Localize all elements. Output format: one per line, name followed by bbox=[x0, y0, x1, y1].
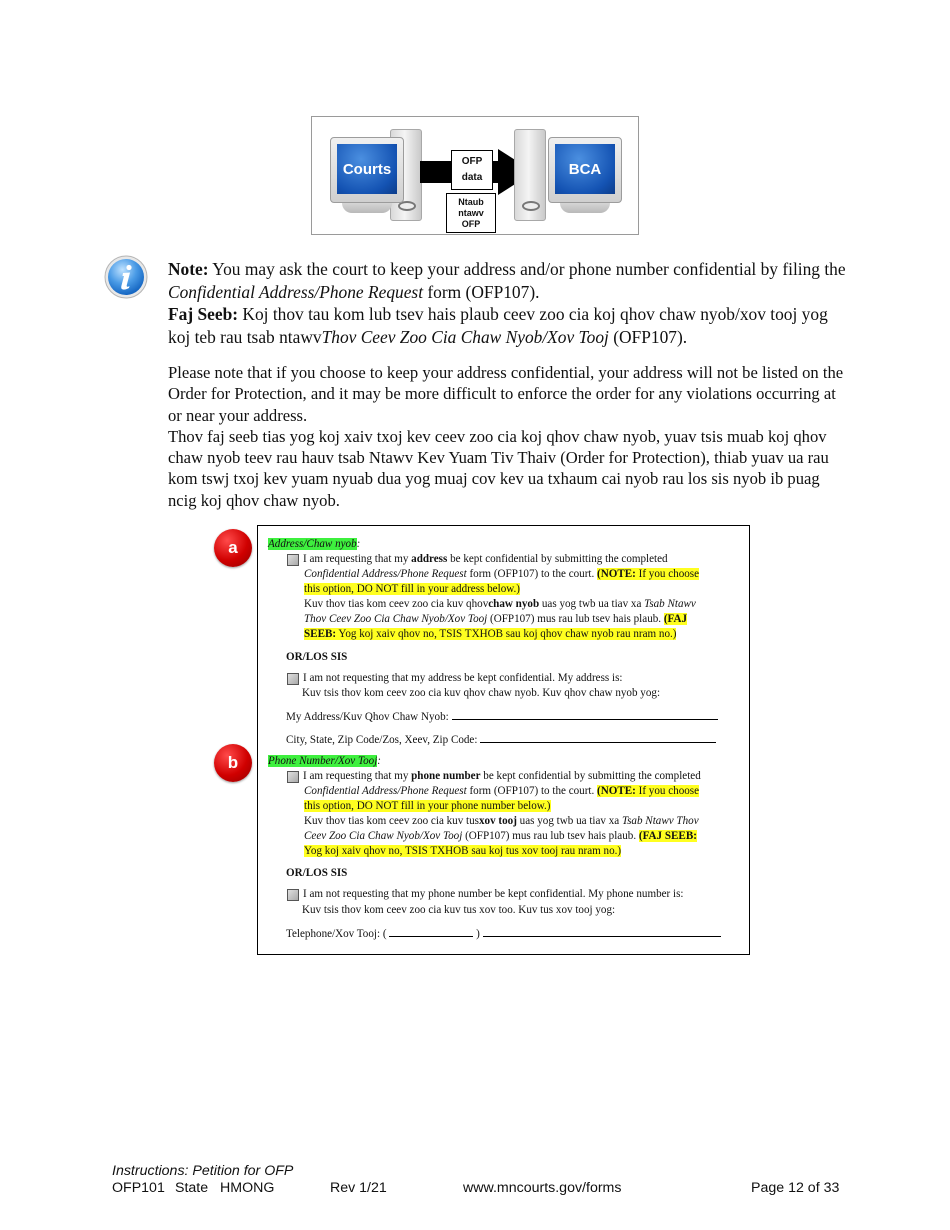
courts-to-bca-diagram bbox=[311, 116, 639, 235]
footer-website-link[interactable]: www.mncourts.gov/forms bbox=[463, 1180, 622, 1196]
faj-seeb-text-1: Koj thov tau kom lub tsev hais plaub ceev zoo cia koj qhov chaw nyob/xov tooj yog koj teb rau tsab ntawv bbox=[168, 304, 828, 347]
phone-opt1-l5b: (OFP107) mus rau lub tsev hais plaub. bbox=[462, 830, 639, 842]
phone-opt1-l3: this option, DO NOT fill in your phone number below.) bbox=[304, 800, 551, 812]
phone-opt1-line-1 bbox=[303, 769, 701, 784]
phone-heading-text: Phone Number/Xov Tooj bbox=[268, 755, 378, 767]
right-monitor-stand bbox=[560, 203, 610, 213]
phone-opt1-l5a: Ceev Zoo Cia Chaw Nyob/Xov Tooj bbox=[304, 830, 463, 842]
phone-confidential-checkbox[interactable] bbox=[287, 771, 299, 783]
warning-hmong: Thov faj seeb tias yog koj xaiv txoj kev ceev zoo cia koj qhov chaw nyob, yuav tsis muab koj qhov chaw nyob teev rau hauv tsab Ntawv Kev Yuam Tiv Thaiv (Order for Protection), thiab yuav ua rau kom tswj txoj kev yuam nyuab dua yog muaj cov kev ua txhaum cai nyob rau los sis nyob ib puag ncig koj qhov chaw nyob. bbox=[168, 426, 829, 510]
phone-opt1-l2d: If you choose bbox=[635, 785, 700, 797]
ntaub-line-3: OFP bbox=[461, 219, 481, 229]
addr-opt1-l2a: Confidential Address/Phone Request bbox=[304, 568, 467, 580]
phone-heading bbox=[268, 754, 381, 769]
phone-not-confidential-checkbox[interactable] bbox=[287, 889, 299, 901]
phone-opt1-line-6 bbox=[304, 844, 621, 859]
right-monitor bbox=[548, 137, 622, 203]
address-field-label: My Address/Kuv Qhov Chaw Nyob: bbox=[286, 711, 449, 723]
telephone-paren-close: ) bbox=[476, 928, 480, 940]
footer-form-id: OFP101 bbox=[112, 1180, 165, 1196]
ofp-data-box bbox=[451, 150, 493, 190]
left-monitor bbox=[330, 137, 404, 203]
addr-opt1-l4c: uas yog twb ua tiav xa bbox=[539, 598, 645, 610]
ofp-data-line-2: data bbox=[461, 172, 483, 183]
telephone-field-row bbox=[286, 926, 721, 942]
phone-opt2-line-1: I am not requesting that my phone number be kept confidential. My phone number is: bbox=[303, 888, 684, 900]
phone-opt1-l4d: Tsab Ntawv Thov bbox=[621, 815, 699, 827]
addr-opt1-l5b: (OFP107) mus rau lub tsev hais plaub. bbox=[487, 613, 664, 625]
addr-opt1-l6 bbox=[304, 628, 676, 640]
addr-opt1-l6a: SEEB: bbox=[304, 628, 337, 640]
telephone-field-label: Telephone/Xov Tooj: ( bbox=[286, 928, 387, 940]
phone-or-separator bbox=[286, 866, 347, 881]
section-a-badge: a bbox=[214, 529, 252, 567]
phone-heading-colon: : bbox=[377, 755, 381, 767]
note-text-1: You may ask the court to keep your address and/or phone number confidential by filing the bbox=[208, 259, 846, 279]
addr-opt1-line-3 bbox=[304, 582, 520, 597]
addr-opt1-l1a: I am requesting that my bbox=[303, 553, 412, 565]
info-icon bbox=[104, 255, 148, 299]
addr-opt1-l2b: form (OFP107) to the court. bbox=[466, 568, 598, 580]
address-not-confidential-checkbox[interactable] bbox=[287, 673, 299, 685]
note-label: Note: bbox=[168, 259, 209, 279]
phone-opt1-l4a: Kuv thov tias kom ceev zoo cia kuv tus bbox=[304, 815, 479, 827]
addr-opt1-l6b: Yog koj xaiv qhov no, TSIS TXHOB sau koj qhov chaw nyob rau nram no.) bbox=[336, 628, 677, 640]
addr-opt1-l5a: Thov Ceev Zoo Cia Chaw Nyob/Xov Tooj bbox=[304, 613, 488, 625]
courts-screen: Courts bbox=[337, 144, 397, 194]
addr-opt1-l1b: address bbox=[411, 553, 448, 565]
phone-or-text: OR/LOS SIS bbox=[286, 867, 348, 879]
addr-opt1-l2c: (NOTE: bbox=[597, 568, 636, 580]
addr-opt1-l5c: (FAJ bbox=[663, 613, 688, 625]
ntaub-ntawv-box bbox=[446, 193, 496, 233]
address-or-separator bbox=[286, 650, 347, 665]
address-heading bbox=[268, 537, 360, 552]
ofp-data-line-1: OFP bbox=[461, 156, 483, 167]
city-field-label: City, State, Zip Code/Zos, Xeev, Zip Code: bbox=[286, 734, 478, 746]
faj-seeb-label: Faj Seeb: bbox=[168, 304, 239, 324]
address-warning bbox=[168, 362, 848, 511]
phone-opt2-line-2: Kuv tsis thov kom ceev zoo cia kuv tus xov too. Kuv tus xov tooj yog: bbox=[302, 904, 616, 916]
footer-revision: Rev 1/21 bbox=[330, 1180, 387, 1196]
section-b-badge: b bbox=[214, 744, 252, 782]
note-english bbox=[168, 258, 848, 303]
phone-opt1-l5c: (FAJ SEEB: bbox=[638, 830, 697, 842]
addr-opt1-l2-note bbox=[597, 568, 699, 580]
addr-opt1-l1c: be kept confidential by submitting the completed bbox=[447, 553, 668, 565]
addr-opt1-l4a: Kuv thov tias kom ceev zoo cia kuv qhov bbox=[304, 598, 489, 610]
note-text-2: form (OFP107). bbox=[423, 281, 540, 302]
area-code-input[interactable] bbox=[389, 926, 473, 937]
addr-opt1-l3: this option, DO NOT fill in your address below.) bbox=[304, 583, 520, 595]
ntaub-line-1: Ntaub bbox=[458, 197, 484, 207]
phone-opt1-l2a: Confidential Address/Phone Request bbox=[304, 785, 467, 797]
phone-opt1-line-5 bbox=[304, 829, 697, 844]
left-monitor-stand bbox=[342, 203, 392, 213]
phone-opt1-l2-note bbox=[597, 785, 699, 797]
form-excerpt bbox=[257, 525, 750, 955]
phone-opt1-l4b: xov tooj bbox=[479, 815, 517, 827]
confidentiality-note bbox=[168, 258, 848, 348]
right-computer-disc bbox=[522, 201, 540, 211]
footer-title: Instructions: Petition for OFP bbox=[112, 1163, 294, 1179]
faj-seeb-form-name: Thov Ceev Zoo Cia Chaw Nyob/Xov Tooj bbox=[321, 326, 609, 347]
address-or-text: OR/LOS SIS bbox=[286, 651, 348, 663]
footer-state: State bbox=[175, 1180, 209, 1196]
addr-opt1-l4b: chaw nyob bbox=[488, 598, 540, 610]
footer-page-number: Page 12 of 33 bbox=[751, 1180, 840, 1196]
address-field-input[interactable] bbox=[452, 709, 718, 720]
address-confidential-checkbox[interactable] bbox=[287, 554, 299, 566]
address-heading-colon: : bbox=[356, 538, 361, 550]
phone-opt1-l6: Yog koj xaiv qhov no, TSIS TXHOB sau koj tus xov tooj rau nram no.) bbox=[304, 845, 622, 857]
phone-opt1-l1a: I am requesting that my bbox=[303, 770, 412, 782]
phone-opt1-line-4 bbox=[304, 814, 699, 829]
addr-opt1-l4d: Tsab Ntawv bbox=[644, 598, 696, 610]
telephone-number-input[interactable] bbox=[483, 926, 721, 937]
addr-opt1-line-5 bbox=[304, 612, 687, 627]
addr-opt1-line-1 bbox=[303, 552, 668, 567]
phone-opt1-line-3 bbox=[304, 799, 551, 814]
note-hmong bbox=[168, 303, 848, 348]
addr-opt1-line-4 bbox=[304, 597, 696, 612]
city-field-input[interactable] bbox=[480, 732, 716, 743]
phone-opt1-l2b: form (OFP107) to the court. bbox=[466, 785, 598, 797]
phone-opt1-l1b: phone number bbox=[411, 770, 481, 782]
address-heading-text: Address/Chaw nyob bbox=[268, 538, 357, 550]
note-form-name: Confidential Address/Phone Request bbox=[168, 281, 424, 302]
addr-opt1-l2d: If you choose bbox=[635, 568, 700, 580]
warning-english: Please note that if you choose to keep your address confidential, your address will not be listed on the Order for Protection, and it may be more difficult to enforce the order for any violations occurring at or near your address. bbox=[168, 363, 844, 425]
city-field-row bbox=[286, 732, 716, 748]
phone-opt1-l4c: uas yog twb ua tiav xa bbox=[516, 815, 622, 827]
bca-screen: BCA bbox=[555, 144, 615, 194]
ntaub-line-2: ntawv bbox=[458, 208, 484, 218]
addr-opt1-line-6 bbox=[304, 627, 676, 642]
phone-opt1-l2c: (NOTE: bbox=[597, 785, 636, 797]
footer-language: HMONG bbox=[220, 1180, 275, 1196]
addr-opt2-line-2: Kuv tsis thov kom ceev zoo cia kuv qhov chaw nyob. Kuv qhov chaw nyob yog: bbox=[302, 687, 661, 699]
addr-opt1-line-2 bbox=[304, 567, 699, 582]
addr-opt2-line-1: I am not requesting that my address be kept confidential. My address is: bbox=[303, 672, 623, 684]
phone-opt1-l1c: be kept confidential by submitting the completed bbox=[480, 770, 701, 782]
address-field-row bbox=[286, 709, 718, 725]
faj-seeb-text-2: (OFP107). bbox=[608, 326, 688, 347]
phone-opt1-line-2 bbox=[304, 784, 699, 799]
